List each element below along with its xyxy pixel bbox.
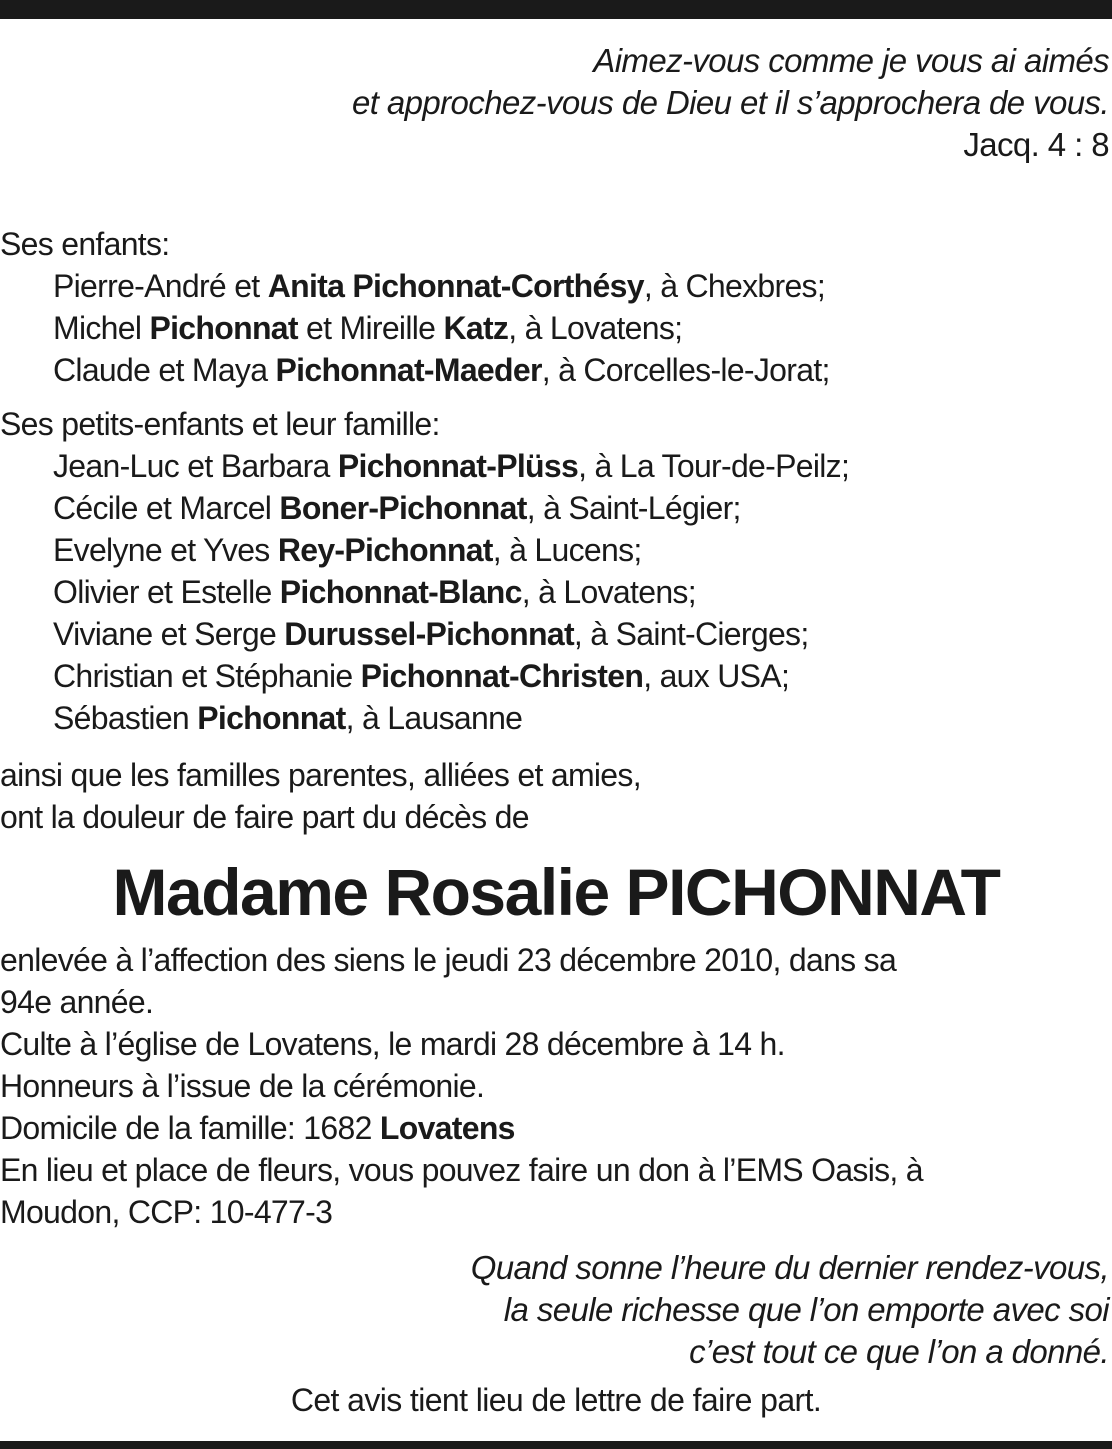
family-name: Durussel-Pichonnat <box>284 616 574 652</box>
family-name: Pichonnat-Plüss <box>337 448 579 484</box>
children-heading: Ses enfants: <box>0 226 170 262</box>
details-line: 94e année. <box>0 984 154 1020</box>
grandchildren-heading: Ses petits-enfants et leur famille: <box>0 406 440 442</box>
epigraph-reference: Jacq. 4 : 8 <box>963 126 1109 163</box>
family-entry: Olivier et Estelle Pichonnat-Blanc, à Lovatens; <box>53 574 696 610</box>
family-name: Rey-Pichonnat <box>277 532 493 568</box>
details-line: enlevée à l’affection des siens le jeudi 23 décembre 2010, dans sa <box>0 942 897 978</box>
family-name: Pichonnat-Christen <box>360 658 644 694</box>
family-entry: Pierre-André et Anita Pichonnat-Corthésy, à Chexbres; <box>53 268 826 304</box>
family-address-line: Domicile de la famille: 1682 Lovatens <box>0 1110 515 1146</box>
family-entry: Sébastien Pichonnat, à Lausanne <box>53 700 523 736</box>
family-entry: Michel Pichonnat et Mireille Katz, à Lovatens; <box>53 310 683 346</box>
family-name: Pichonnat-Blanc <box>279 574 522 610</box>
family-name: Pichonnat <box>149 310 298 346</box>
poem-line: Quand sonne l’heure du dernier rendez-vous, <box>470 1249 1109 1286</box>
closing-notice: Cet avis tient lieu de lettre de faire part. <box>290 1382 822 1418</box>
children-section <box>0 223 830 391</box>
address-place: Lovatens <box>379 1110 515 1146</box>
poem-line: la seule richesse que l’on emporte avec soi <box>503 1291 1109 1328</box>
family-entry: Christian et Stéphanie Pichonnat-Christen, aux USA; <box>53 658 790 694</box>
family-name: Pichonnat-Maeder <box>275 352 542 388</box>
epigraph <box>352 40 1109 166</box>
ceremony-line: Culte à l’église de Lovatens, le mardi 28 décembre à 14 h. <box>0 1026 785 1062</box>
family-name: Anita Pichonnat-Corthésy <box>267 268 644 304</box>
family-name: Boner-Pichonnat <box>279 490 527 526</box>
honours-line: Honneurs à l’issue de la cérémonie. <box>0 1068 485 1104</box>
poem-line: c’est tout ce que l’on a donné. <box>689 1333 1109 1370</box>
family-entry: Cécile et Marcel Boner-Pichonnat, à Saint-Légier; <box>53 490 741 526</box>
family-name: Katz <box>443 310 509 346</box>
grandchildren-section <box>0 403 849 739</box>
details-section <box>0 939 923 1233</box>
announcement-line: ont la douleur de faire part du décès de <box>0 799 529 835</box>
family-entry: Evelyne et Yves Rey-Pichonnat, à Lucens; <box>53 532 642 568</box>
family-name: Pichonnat <box>197 700 346 736</box>
deceased-name-heading: Madame Rosalie PICHONNAT <box>112 855 1000 929</box>
donation-line: Moudon, CCP: 10-477-3 <box>0 1194 333 1230</box>
epigraph-line: et approchez-vous de Dieu et il s’approchera de vous. <box>352 84 1109 121</box>
family-entry: Claude et Maya Pichonnat-Maeder, à Corcelles-le-Jorat; <box>53 352 830 388</box>
family-entry: Viviane et Serge Durussel-Pichonnat, à Saint-Cierges; <box>53 616 809 652</box>
closing-poem <box>471 1247 1109 1373</box>
announcement-line: ainsi que les familles parentes, alliées et amies, <box>0 757 641 793</box>
top-border-rule <box>0 0 1112 19</box>
announcement-section <box>0 754 641 838</box>
epigraph-line: Aimez-vous comme je vous ai aimés <box>593 42 1109 79</box>
bottom-border-rule <box>0 1441 1112 1449</box>
family-entry: Jean-Luc et Barbara Pichonnat-Plüss, à La Tour-de-Peilz; <box>53 448 850 484</box>
donation-line: En lieu et place de fleurs, vous pouvez faire un don à l’EMS Oasis, à <box>0 1152 923 1188</box>
